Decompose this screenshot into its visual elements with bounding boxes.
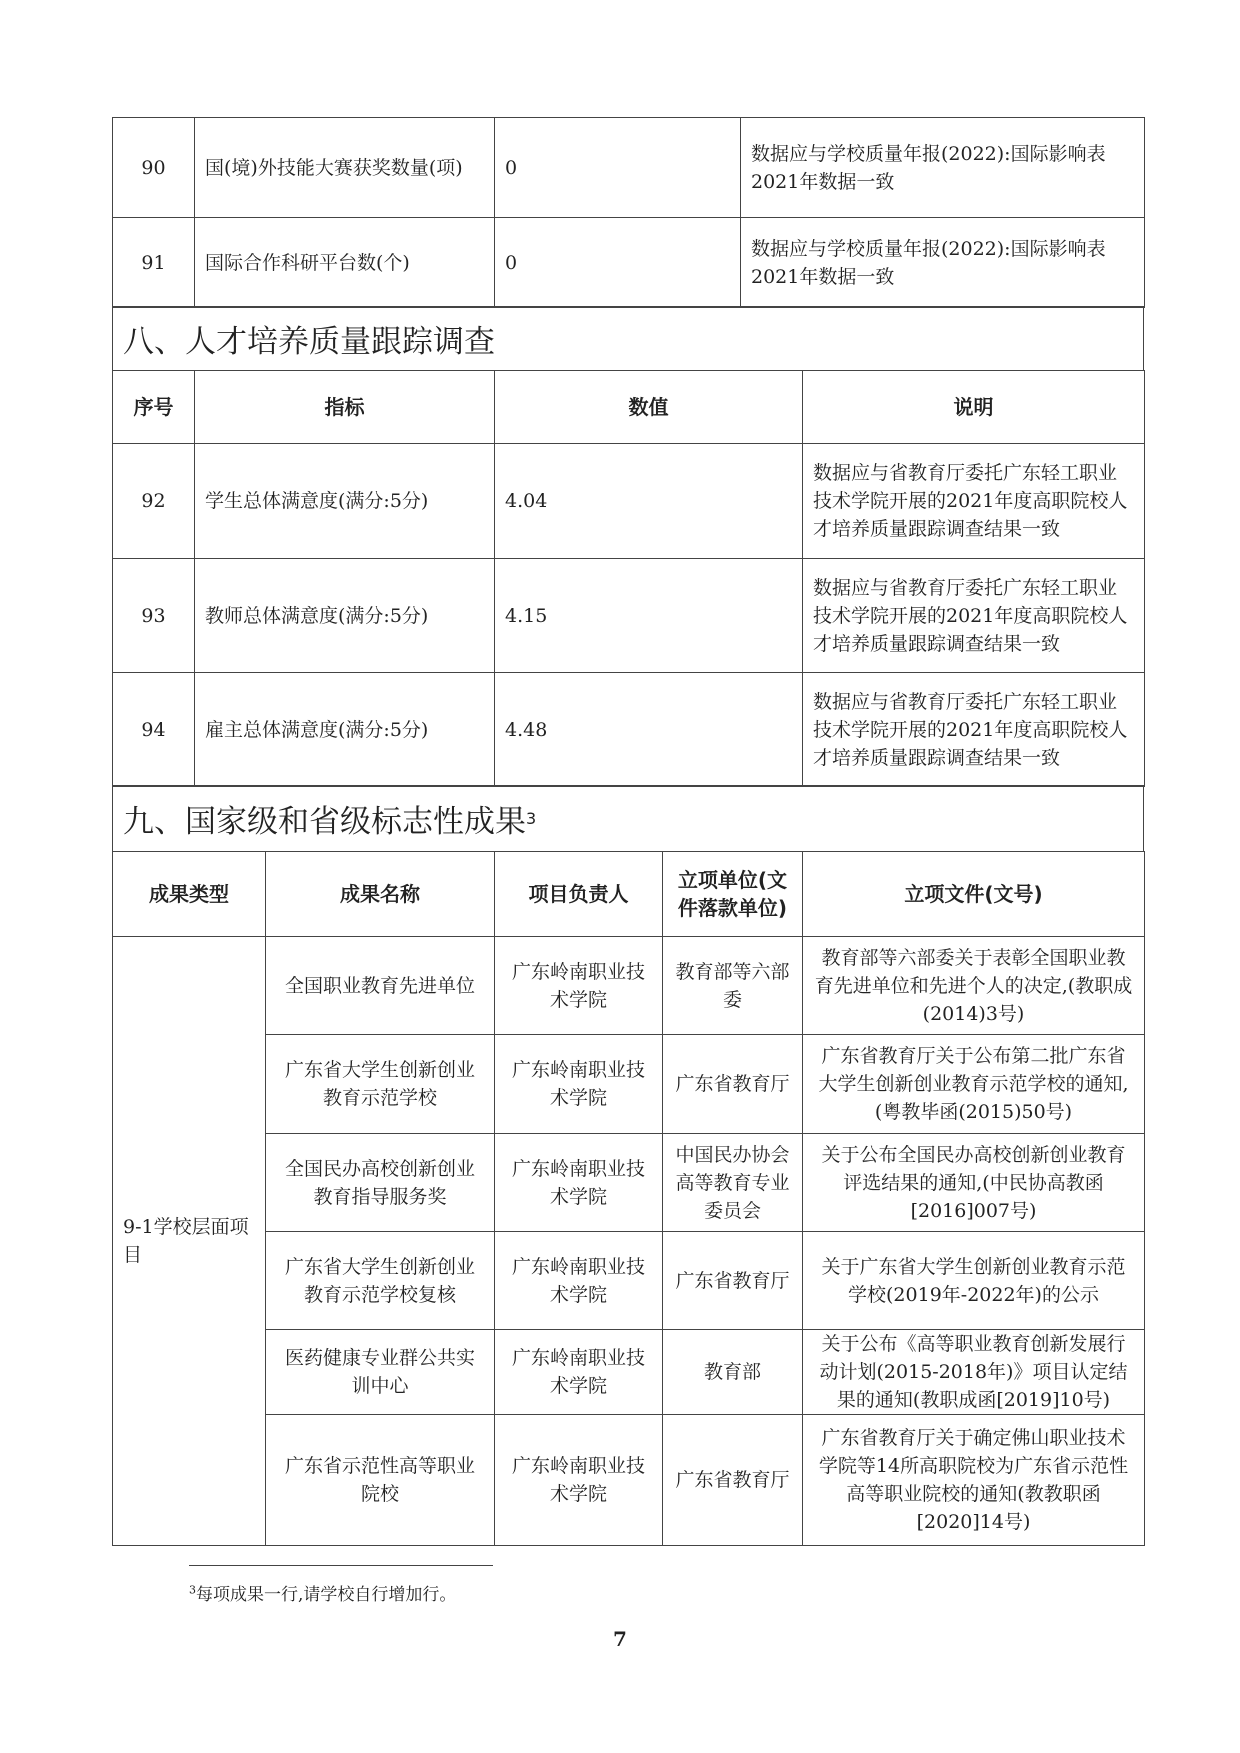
section-8-title [112,306,1144,371]
header-doc: 立项文件(文号) [803,852,1145,937]
footnote-divider [189,1565,493,1566]
section-9-title-text: 九、国家级和省级标志性成果 [123,804,526,840]
project-leader: 广东岭南职业技术学院 [495,1330,663,1415]
row-number: 94 [113,673,195,787]
approving-unit: 广东省教育厅 [663,1415,803,1546]
note: 数据应与省教育厅委托广东轻工职业技术学院开展的2021年度高职院校人才培养质量跟踪调查结果一致 [803,559,1145,673]
project-leader: 广东岭南职业技术学院 [495,1232,663,1330]
indicator: 教师总体满意度(满分:5分) [195,559,495,673]
indicator: 国(境)外技能大赛获奖数量(项) [195,118,495,218]
footnote-text: 每项成果一行,请学校自行增加行。 [196,1585,457,1605]
header-no: 序号 [113,371,195,444]
footnote [189,1580,456,1605]
indicator: 学生总体满意度(满分:5分) [195,444,495,559]
note: 数据应与省教育厅委托广东轻工职业技术学院开展的2021年度高职院校人才培养质量跟踪调查结果一致 [803,673,1145,787]
row-number: 90 [113,118,195,218]
header-leader: 项目负责人 [495,852,663,937]
row-number: 93 [113,559,195,673]
table-row [113,118,1145,218]
table-row [113,1232,1145,1330]
note: 数据应与学校质量年报(2022):国际影响表2021年数据一致 [741,118,1145,218]
table-row [113,218,1145,308]
approval-document: 教育部等六部委关于表彰全国职业教育先进单位和先进个人的决定,(教职成(2014)3号) [803,937,1145,1035]
approving-unit: 广东省教育厅 [663,1232,803,1330]
header-note: 说明 [803,371,1145,444]
indicator: 国际合作科研平台数(个) [195,218,495,308]
header-indicator: 指标 [195,371,495,444]
achievement-name: 全国职业教育先进单位 [266,937,495,1035]
achievement-name: 广东省大学生创新创业教育示范学校 [266,1035,495,1134]
header-unit: 立项单位(文件落款单位) [663,852,803,937]
header-category: 成果类型 [113,852,266,937]
achievement-name: 医药健康专业群公共实训中心 [266,1330,495,1415]
footnote-mark: 3 [189,1583,196,1597]
table-row [113,559,1145,673]
project-leader: 广东岭南职业技术学院 [495,1415,663,1546]
approval-document: 关于公布《高等职业教育创新发展行动计划(2015-2018年)》项目认定结果的通知(教职成函[2019]10号) [803,1330,1145,1415]
project-leader: 广东岭南职业技术学院 [495,1134,663,1232]
table-row [113,1035,1145,1134]
table-row [113,1134,1145,1232]
category: 9-1学校层面项目 [113,937,266,1546]
achievement-name: 广东省示范性高等职业院校 [266,1415,495,1546]
note: 数据应与学校质量年报(2022):国际影响表2021年数据一致 [741,218,1145,308]
value: 0 [495,118,741,218]
talent-quality-table [112,370,1145,787]
header-name: 成果名称 [266,852,495,937]
table-row [113,673,1145,787]
value: 4.15 [495,559,803,673]
footnote-reference: 3 [526,809,537,828]
section-9-title [112,785,1144,852]
achievement-name: 广东省大学生创新创业教育示范学校复核 [266,1232,495,1330]
indicator: 雇主总体满意度(满分:5分) [195,673,495,787]
header-value: 数值 [495,371,803,444]
table-row [113,1330,1145,1415]
achievements-table [112,851,1145,1546]
approval-document: 广东省教育厅关于公布第二批广东省大学生创新创业教育示范学校的通知,(粤教毕函(2015)50号) [803,1035,1145,1134]
approving-unit: 教育部等六部委 [663,937,803,1035]
value: 4.48 [495,673,803,787]
project-leader: 广东岭南职业技术学院 [495,1035,663,1134]
approval-document: 关于公布全国民办高校创新创业教育评选结果的通知,(中民协高教函[2016]007号) [803,1134,1145,1232]
table-row [113,937,1145,1035]
table-row [113,1415,1145,1546]
page-number: 7 [613,1627,627,1651]
value: 4.04 [495,444,803,559]
table-row [113,444,1145,559]
project-leader: 广东岭南职业技术学院 [495,937,663,1035]
row-number: 91 [113,218,195,308]
approval-document: 关于广东省大学生创新创业教育示范学校(2019年-2022年)的公示 [803,1232,1145,1330]
approving-unit: 广东省教育厅 [663,1035,803,1134]
value: 0 [495,218,741,308]
approval-document: 广东省教育厅关于确定佛山职业技术学院等14所高职院校为广东省示范性高等职业院校的通知(教教职函[2020]14号) [803,1415,1145,1546]
international-impact-table [112,117,1145,308]
approving-unit: 教育部 [663,1330,803,1415]
row-number: 92 [113,444,195,559]
approving-unit: 中国民办协会高等教育专业委员会 [663,1134,803,1232]
section-8-title-text: 八、人才培养质量跟踪调查 [123,324,495,360]
achievement-name: 全国民办高校创新创业教育指导服务奖 [266,1134,495,1232]
note: 数据应与省教育厅委托广东轻工职业技术学院开展的2021年度高职院校人才培养质量跟踪调查结果一致 [803,444,1145,559]
